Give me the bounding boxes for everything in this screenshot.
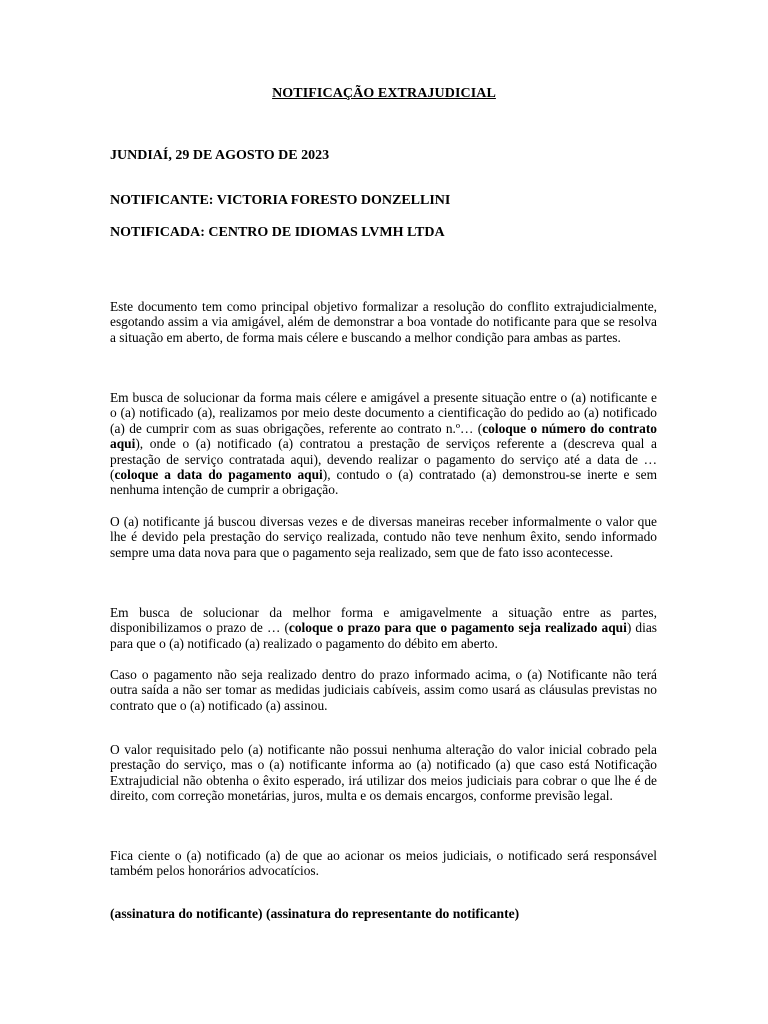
notificante-line: NOTIFICANTE: VICTORIA FORESTO DONZELLINI bbox=[110, 193, 451, 208]
payment-date-placeholder: coloque a data do pagamento aqui bbox=[114, 467, 323, 483]
paragraph-objective: Este documento tem como principal objetivo formalizar a resolução do conflito extrajudicialmente, esgotando assim a via amigável, além de demonstrar a boa vontade do notificante para que se resolva a situação em aberto, de forma mais célere e buscando a melhor condição para ambas as partes. bbox=[110, 299, 657, 345]
signature-line: (assinatura do notificante) (assinatura do representante do notificante) bbox=[110, 906, 520, 921]
paragraph-judicial-measures: Caso o pagamento não seja realizado dentro do prazo informado acima, o (a) Notificante não terá outra saída a não ser tomar as medidas judiciais cabíveis, assim como usará as cláusulas previstas no contrato que o (a) notificado (a) assinou. bbox=[110, 667, 657, 713]
paragraph-value: O valor requisitado pelo (a) notificante não possui nenhuma alteração do valor inicial cobrado pela prestação do serviço, mas o (a) notificante informa ao (a) notificado (a) que caso está Notificação Extrajudicial não obtenha o êxito esperado, irá utilizar dos meios judiciais para cobrar o que lhe é de direito, com correção monetárias, juros, multa e os demais encargos, conforme previsão legal. bbox=[110, 742, 657, 804]
notificada-line: NOTIFICADA: CENTRO DE IDIOMAS LVMH LTDA bbox=[110, 225, 445, 240]
paragraph-fees: Fica ciente o (a) notificado (a) de que ao acionar os meios judiciais, o notificado será responsável também pelos honorários advocatícios. bbox=[110, 848, 657, 879]
paragraph-contract-part: ), contudo o (a) contratado (a) demonstrou-se inerte e sem nenhuma intenção de cumprir a obrigação. bbox=[110, 467, 658, 498]
paragraph-contract-part: ), onde o (a) notificado (a) contratou a prestação de serviços referente a (descreva qual a prestação de serviço contratada aqui), devendo realizar o pagamento do serviço até a data de … ( bbox=[110, 436, 657, 483]
paragraph-deadline-part: ) dias para que o (a) notificado (a) realizado o pagamento do débito em aberto. bbox=[110, 620, 657, 651]
date-line: JUNDIAÍ, 29 DE AGOSTO DE 2023 bbox=[110, 148, 330, 163]
contract-number-placeholder: coloque o número do contrato aqui bbox=[110, 420, 657, 452]
deadline-placeholder: coloque o prazo para que o pagamento seja realizado aqui bbox=[288, 620, 627, 636]
document-title: NOTIFICAÇÃO EXTRAJUDICIAL bbox=[272, 86, 496, 101]
paragraph-contract bbox=[110, 390, 657, 498]
paragraph-attempts: O (a) notificante já buscou diversas vezes e de diversas maneiras receber informalmente o valor que lhe é devido pela prestação do serviço realizada, contudo não teve nenhum êxito, sendo informado sempre uma data nova para que o pagamento seja realizado, sem que de fato isso acontecesse. bbox=[110, 514, 657, 560]
paragraph-contract-part: Em busca de solucionar da forma mais célere e amigável a presente situação entre o (a) notificante e o (a) notificado (a), realizamos por meio deste documento a cientificação do pedido ao (a) notificado (a) de cumprir com as suas obrigações, referente ao contrato n.º… ( bbox=[110, 390, 657, 436]
paragraph-deadline bbox=[110, 605, 657, 651]
paragraph-deadline-part: Em busca de solucionar da melhor forma e amigavelmente a situação entre as partes, disponibilizamos o prazo de … ( bbox=[110, 605, 657, 636]
